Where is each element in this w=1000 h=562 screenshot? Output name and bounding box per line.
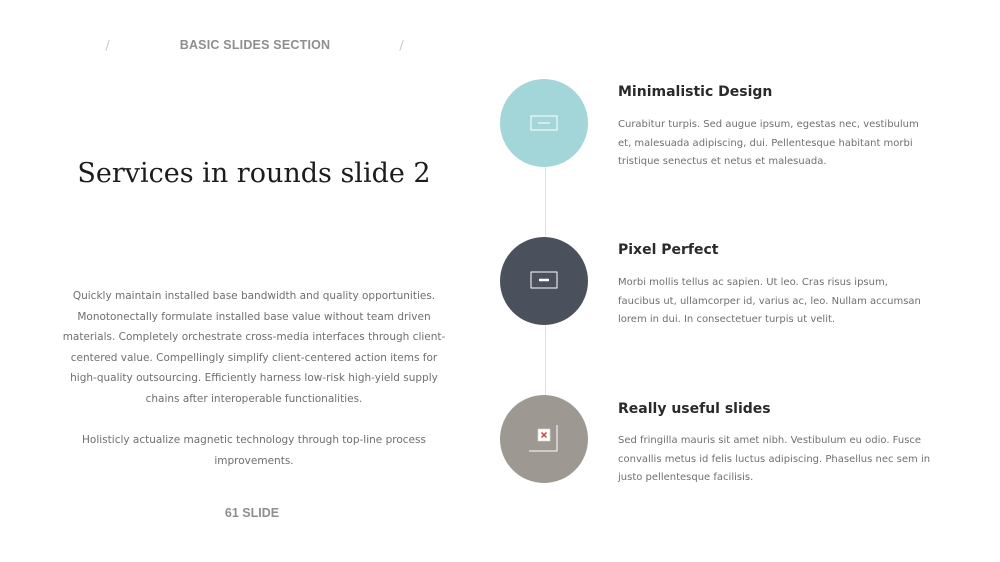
service-text-3: Sed fringilla mauris sit amet nibh. Vestibulum eu odio. Fusce convallis metus id felis luctus adipiscing. Phasellus nec sem in justo pellentesque facilisis.	[618, 435, 931, 483]
service-title-3: Really useful slides	[618, 401, 771, 417]
service-circle-1	[500, 79, 588, 167]
service-title-2: Pixel Perfect	[618, 242, 719, 258]
section-label: BASIC SLIDES SECTION	[179, 38, 331, 52]
slide-title: Services in rounds slide 2	[77, 158, 431, 189]
placeholder-image-icon	[529, 266, 559, 296]
body-paragraph-1: Quickly maintain installed base bandwidth and quality opportunities. Monotonectally formulate installed base value without team driven materials. Completely orchestrate cross-media interfaces through client-centered value. Compellingly simplify client-centered action items for high-quality outsourcing. Efficiently harness low-risk high-yield supply chains after interoperable functionalities.	[62, 290, 446, 405]
placeholder-image-icon	[529, 108, 559, 138]
broken-image-icon	[529, 424, 559, 454]
service-text-1: Curabitur turpis. Sed augue ipsum, egestas nec, vestibulum et, malesuada adipiscing, dui. Pellentesque habitant morbi tristique senectus et netus et malesuada.	[618, 119, 919, 167]
body-paragraph-2: Holisticly actualize magnetic technology through top-line process improvements.	[82, 434, 426, 467]
service-title-1: Minimalistic Design	[618, 84, 773, 100]
service-circle-2	[500, 237, 588, 325]
slide-number: 61 SLIDE	[224, 506, 280, 520]
service-text-2: Morbi mollis tellus ac sapien. Ut leo. Cras risus ipsum, faucibus ut, ullamcorper id, varius ac, leo. Nullam accumsan lorem in dui. In consectetuer turpis ut velit.	[618, 277, 921, 325]
service-circle-3	[500, 395, 588, 483]
